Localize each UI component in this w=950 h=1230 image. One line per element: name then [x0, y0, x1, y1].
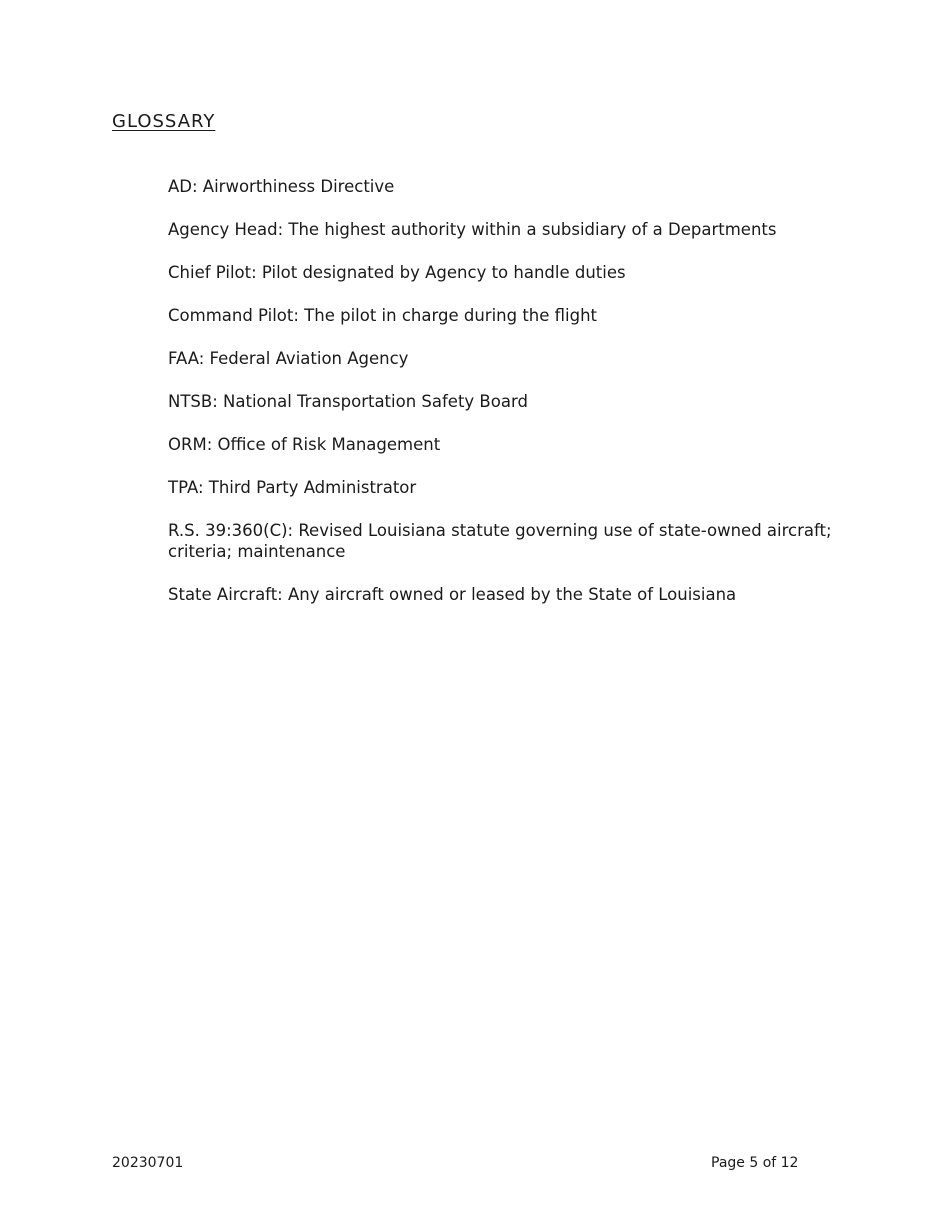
glossary-entry-ntsb: NTSB: National Transportation Safety Board [168, 392, 528, 411]
footer-document-id: 20230701 [112, 1155, 184, 1171]
glossary-entry-faa: FAA: Federal Aviation Agency [168, 349, 409, 368]
glossary-entry-chief-pilot: Chief Pilot: Pilot designated by Agency to handle duties [168, 263, 626, 282]
page-title: GLOSSARY [112, 111, 216, 132]
glossary-entry-agency-head: Agency Head: The highest authority within a subsidiary of a Departments [168, 220, 777, 239]
glossary-list [168, 176, 868, 627]
glossary-entry-tpa: TPA: Third Party Administrator [168, 478, 417, 497]
glossary-entry-ad: AD: Airworthiness Directive [168, 177, 395, 196]
glossary-entry-orm: ORM: Office of Risk Management [168, 435, 441, 454]
glossary-entry-state-aircraft: State Aircraft: Any aircraft owned or leased by the State of Louisiana [168, 585, 737, 604]
glossary-entry-command-pilot: Command Pilot: The pilot in charge during the flight [168, 306, 598, 325]
glossary-entry-rs-statute: R.S. 39:360(C): Revised Louisiana statute governing use of state-owned aircraft; criteria; maintenance [168, 521, 832, 561]
footer-page-number: Page 5 of 12 [711, 1155, 799, 1171]
